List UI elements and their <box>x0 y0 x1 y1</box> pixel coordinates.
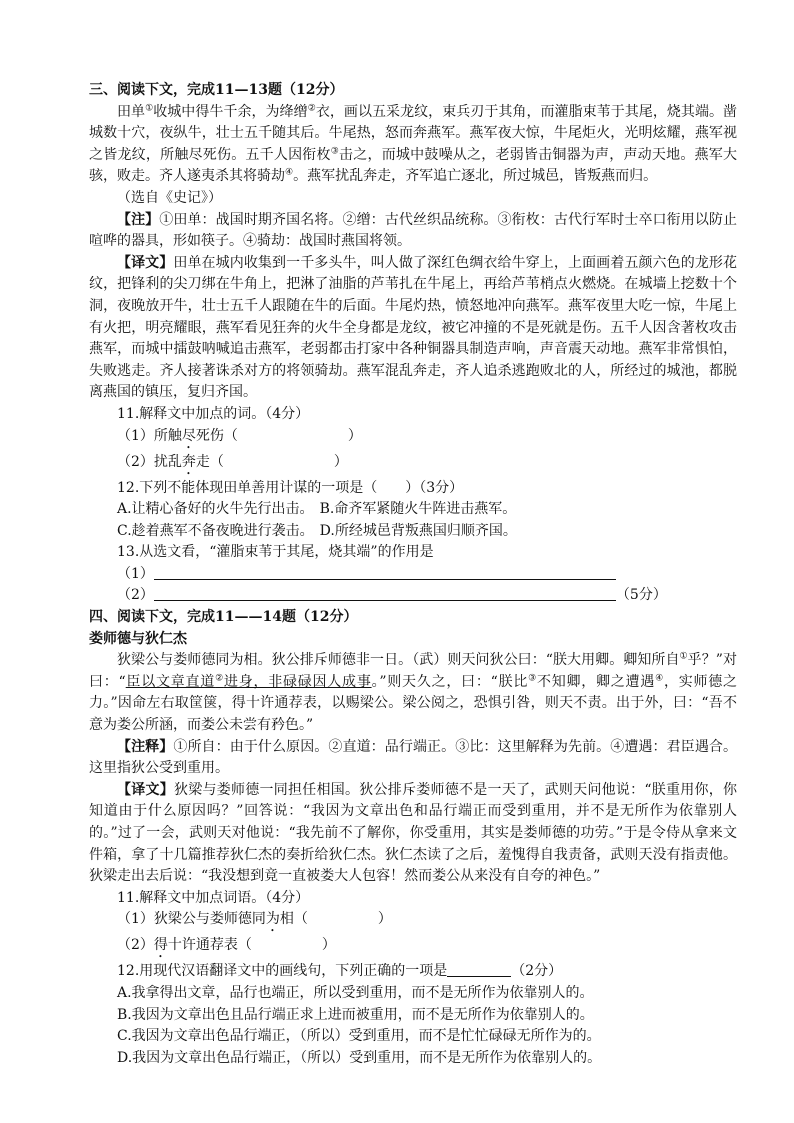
footnote-mark: ④ <box>285 167 294 178</box>
s3-question-11-1 <box>117 426 737 452</box>
document-page <box>89 80 737 1069</box>
section-4-title: 娄师德与狄仁杰 <box>89 630 187 647</box>
s3-question-13-2 <box>117 585 737 607</box>
q-text: （1）所触 <box>117 427 182 444</box>
footnote-mark: ① <box>145 102 154 113</box>
underlined-sentence <box>126 674 372 690</box>
score-text: （2分） <box>511 963 563 980</box>
passage-text: 不知卿，卿之遭遇 <box>536 673 656 690</box>
passage-text: 乎？”对曰：“ <box>89 652 738 690</box>
note-label: 【注释】 <box>117 738 174 755</box>
s3-question-12-options-cd <box>117 521 737 543</box>
q-text: （1） <box>117 565 154 582</box>
footnote-mark: ③ <box>528 673 537 684</box>
underlined-text: 进身，非碌碌因人成事 <box>223 673 372 690</box>
s4-question-12-option-c[interactable]: C.我因为文章出色品行端正，（所以）受到重用，而不是忙忙碌碌无所作为的。 <box>117 1028 601 1045</box>
s3-question-11: 11.解释文中加点的词。（4分） <box>117 405 310 422</box>
note-text: ①所自：由于什么原因。②直道：品行端正。③比：这里解释为先前。④遭遇：君臣遇合。这里指狄公受到重用。 <box>89 738 738 777</box>
s4-question-12-option-a[interactable]: A.我拿得出文章，品行也端正，所以受到重用，而不是无所作为依靠别人的。 <box>117 984 594 1001</box>
q-text: （2） <box>117 587 154 604</box>
passage-text: 衣，画以五采龙纹，束兵刃于其角，而灌脂束苇于其尾，烧其端。凿城数十穴，夜纵牛，壮士五千随其后。牛尾热，怒而奔燕军。燕军夜大惊，牛尾炬火，光明炫耀，燕军视之皆龙纹，所触尽死伤。五千人因衔枚 <box>89 103 738 163</box>
q-text: ） <box>321 937 336 954</box>
section-3-source: （选自《史记》） <box>117 189 222 206</box>
translation-label: 【译文】 <box>117 781 175 798</box>
s3-question-12-options-ab <box>117 499 737 521</box>
option-d[interactable]: D.所经城邑背叛燕国归顺齐国。 <box>319 522 517 539</box>
score-text: （5分） <box>615 587 667 604</box>
section-3-note <box>89 210 737 253</box>
passage-text: 击之，而城中鼓噪从之，老弱皆击铜器为声，声动天地。燕军大骇，败走。齐人遂夷杀其将骑劫 <box>89 146 737 185</box>
section-4-passage <box>89 650 737 736</box>
q-text: 12.用现代汉语翻译文中的画线句，下列正确的一项是 <box>117 963 448 980</box>
dotted-word: 为 <box>265 911 280 928</box>
answer-line[interactable] <box>154 565 616 580</box>
section-4-heading: 四、阅读下文，完成11——14题（12分） <box>89 609 358 626</box>
underlined-text: 臣以文章直道 <box>125 673 216 690</box>
q-text: ） <box>347 427 362 444</box>
s4-question-12-option-b[interactable]: B.我因为文章出色且品行端正求上进而被重用，而不是无所作为依靠别人的。 <box>117 1006 594 1023</box>
s4-question-11: 11.解释文中加点词语。（4分） <box>117 889 310 906</box>
dotted-word: 尽 <box>181 427 196 444</box>
q-text: 十许通荐表（ <box>167 937 252 954</box>
passage-text: 。燕军扰乱奔走，齐军追亡逐北，所过城邑，皆叛燕而归。 <box>293 168 658 185</box>
q-text: 走（ <box>195 453 224 470</box>
s3-question-13: 13.从选文看，“灌脂束苇于其尾，烧其端”的作用是 <box>117 544 434 561</box>
s4-question-11-2 <box>117 935 737 961</box>
s3-question-12: 12.下列不能体现田单善用计谋的一项是（ ）（3分） <box>117 479 464 496</box>
footnote-mark: ③ <box>330 146 340 157</box>
note-label: 【注】 <box>117 211 160 228</box>
s4-question-12 <box>89 961 737 983</box>
passage-text: 狄梁公与娄师德同为相。狄公排斥师德非一日。（武）则天问狄公曰：“朕大用卿。卿知所自 <box>117 652 680 669</box>
footnote-mark: ① <box>679 651 688 662</box>
s4-question-12-option-d[interactable]: D.我因为文章出色品行端正，（所以）受到重用，而不是无所作为依靠别人的。 <box>117 1049 602 1066</box>
s3-question-13-1 <box>117 564 737 586</box>
q-text: （2） <box>117 937 154 954</box>
passage-text: 田单 <box>117 103 146 120</box>
q-text: 死伤（ <box>195 427 238 444</box>
section-3-passage <box>89 102 737 188</box>
footnote-mark: ② <box>215 673 224 684</box>
section-3-translation <box>89 253 737 404</box>
passage-text: 。”则天久之，曰：“朕比 <box>371 673 529 690</box>
dotted-word: 得 <box>153 937 168 954</box>
q-text: （1）狄梁公与娄师德同 <box>117 911 266 928</box>
q-text: ） <box>377 911 392 928</box>
option-b[interactable]: B.命齐军紧随火牛阵进击燕军。 <box>319 501 517 518</box>
section-4-note <box>89 737 737 780</box>
footnote-mark: ② <box>307 102 316 113</box>
passage-text: ，实师德之力。”因命左右取筐箧，得十许通荐表，以赐梁公。梁公阅之，恐惧引咎，则天不责。出于外，曰：“吾不意为娄公所涵，而娄公未尝有矜色。” <box>89 673 738 734</box>
q-text: （2）扰乱 <box>117 453 182 470</box>
translation-label: 【译文】 <box>117 254 174 271</box>
s4-question-11-1 <box>117 909 737 935</box>
section-3-heading: 三、阅读下文，完成11—13题（12分） <box>89 82 344 98</box>
dotted-word: 奔 <box>181 453 196 470</box>
q-text: ） <box>333 453 348 470</box>
footnote-mark: ④ <box>655 673 664 684</box>
s3-question-11-2 <box>117 452 737 478</box>
section-4-translation <box>89 780 737 888</box>
answer-line[interactable] <box>447 962 511 977</box>
option-a[interactable]: A.让精心备好的火牛先行出击。 <box>117 501 314 518</box>
answer-line[interactable] <box>154 586 616 601</box>
passage-text: 收城中得牛千余，为绛缯 <box>153 103 308 120</box>
q-text: 相（ <box>279 911 308 928</box>
option-c[interactable]: C.趁着燕军不备夜晚进行袭击。 <box>117 522 314 539</box>
note-text: ①田单：战国时期齐国名将。②缯：古代丝织品统称。③衔枚：古代行军时士卒口衔用以防止喧哗的器具，形如筷子。④骑劫：战国时燕国将领。 <box>89 211 737 250</box>
translation-text: 田单在城内收集到一千多头牛，叫人做了深红色绸衣给牛穿上，上面画着五颜六色的龙形花纹，把锋利的尖刀绑在牛角上，把淋了油脂的芦苇扎在牛尾上，再给芦苇梢点火燃烧。在城墙上挖数十个洞，夜晚放开牛，壮士五千人跟随在牛的后面。牛尾灼热，愤怒地冲向燕军。燕军夜里大吃一惊，牛尾上有火把，明亮耀眼，燕军看见狂奔的火牛全身都是龙纹，被它冲撞的不是死就是伤。五千人因含著枚攻击燕军，而城中擂鼓呐喊追击燕军，老弱都击打家中各种铜器具制造声响，声音震天动地。燕军非常惧怕，失败逃走。齐人接著诛杀对方的将领骑劫。燕军混乱奔走，齐人追杀逃跑败北的人，所经过的城池，都脱离燕国的镇压，复归齐国。 <box>89 254 738 401</box>
translation-text: 狄梁与娄师德一同担任相国。狄公排斥娄师德不是一天了，武则天问他说：“朕重用你，你知道由于什么原因吗？”回答说：“我因为文章出色和品行端正而受到重用，并不是无所作为依靠别人的。”过了一会，武则天对他说：“我先前不了解你，你受重用，其实是娄师德的功劳。”于是令侍从拿来文件箱，拿了十几篇推荐狄仁杰的奏折给狄仁杰。狄仁杰读了之后，羞愧得自我责备，武则天没有指责他。狄梁走出去后说：“我没想到竟一直被娄大人包容！然而娄公从来没有自夸的神色。” <box>89 781 738 885</box>
